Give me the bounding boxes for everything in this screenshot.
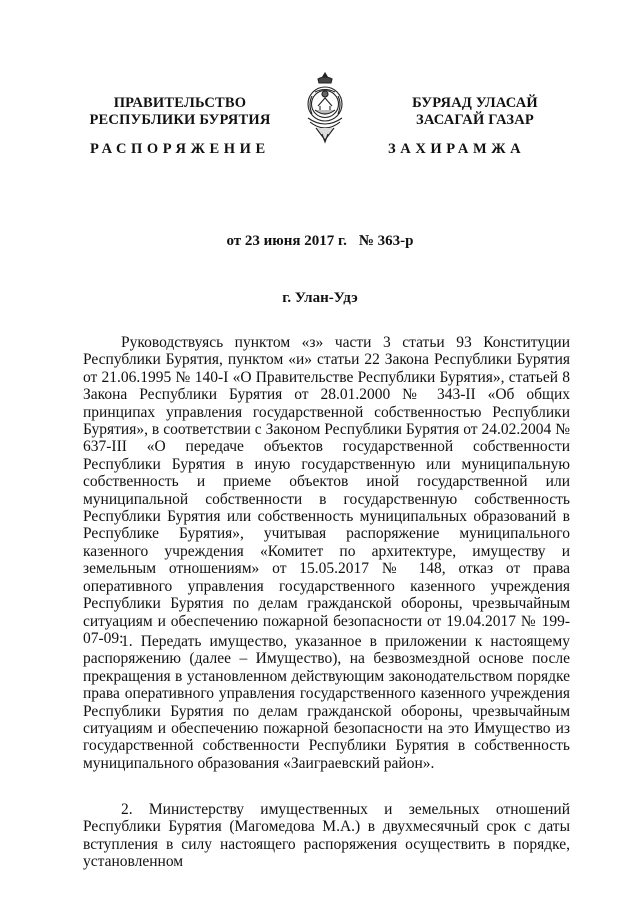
issuer-line-1: ПРАВИТЕЛЬСТВО: [113, 95, 247, 111]
clause-1-paragraph: 1. Передать имущество, указанное в приложении к настоящему распоряжению (далее – Имущество), на безвозмездной основе после прекращения в установленном действующим законодательством порядке права оперативного управления государственного казенного учреждения Республики Бурятия по делам гражданской обороны, чрезвычайным ситуациям и обеспечению пожарной безопасности на это Имущество из государственной собственности Республики Бурятия в собственность муниципального образования «Заиграевский район».: [83, 633, 570, 772]
doc-type-russian: РАСПОРЯЖЕНИЕ: [90, 141, 270, 157]
issuer-line-1-buryat: БУРЯАД УЛАСАЙ: [412, 95, 538, 111]
issuer-org-russian: [70, 95, 290, 129]
doc-type-buryat: ЗАХИРАМЖА: [388, 141, 526, 157]
date-and-number: [0, 233, 640, 250]
coat-of-arms-icon: [302, 70, 348, 146]
issuer-line-2-buryat: ЗАСАГАЙ ГАЗАР: [416, 112, 534, 128]
document-city: г. Улан-Удэ: [282, 290, 358, 306]
clause-2-paragraph: 2. Министерству имущественных и земельных отношений Республики Бурятия (Магомедова М.А.) в двухмесячный срок с даты вступления в силу настоящего распоряжения осуществить в порядке, установленном: [83, 801, 570, 871]
issuer-org-buryat: [360, 95, 590, 129]
document-number: № 363-р: [358, 233, 414, 249]
preamble-paragraph: Руководствуясь пунктом «з» части 3 статьи 93 Конституции Республики Бурятия, пунктом «и» статьи 22 Закона Республики Бурятия от 21.06.1995 № 140-I «О Правительстве Республики Бурятия», статьей 8 Закона Республики Бурятия от 28.01.2000 № 343-II «Об общих принципах управления государственной собственностью Республики Бурятия», в соответствии с Законом Республики Бурятия от 24.02.2004 № 637-III «О передаче объектов государственной собственности Республики Бурятия в иную государственную или муниципальную собственность и приеме объектов иной государственной или муниципальной собственности в государственную собственность Республики Бурятия или собственность муниципальных образований в Республике Бурятия», учитывая распоряжение муниципального казенного учреждения «Комитет по архитектуре, имуществу и земельным отношениям» от 15.05.2017 № 148, отказ от права оперативного управления государственного казенного учреждения Республики Бурятия по делам гражданской обороны, чрезвычайным ситуациям и обеспечению пожарной безопасности от 19.04.2017 № 199-07-09:: [83, 334, 570, 647]
document-date: от 23 июня 2017 г.: [226, 233, 347, 249]
issuer-line-2: РЕСПУБЛИКИ БУРЯТИЯ: [89, 112, 271, 128]
